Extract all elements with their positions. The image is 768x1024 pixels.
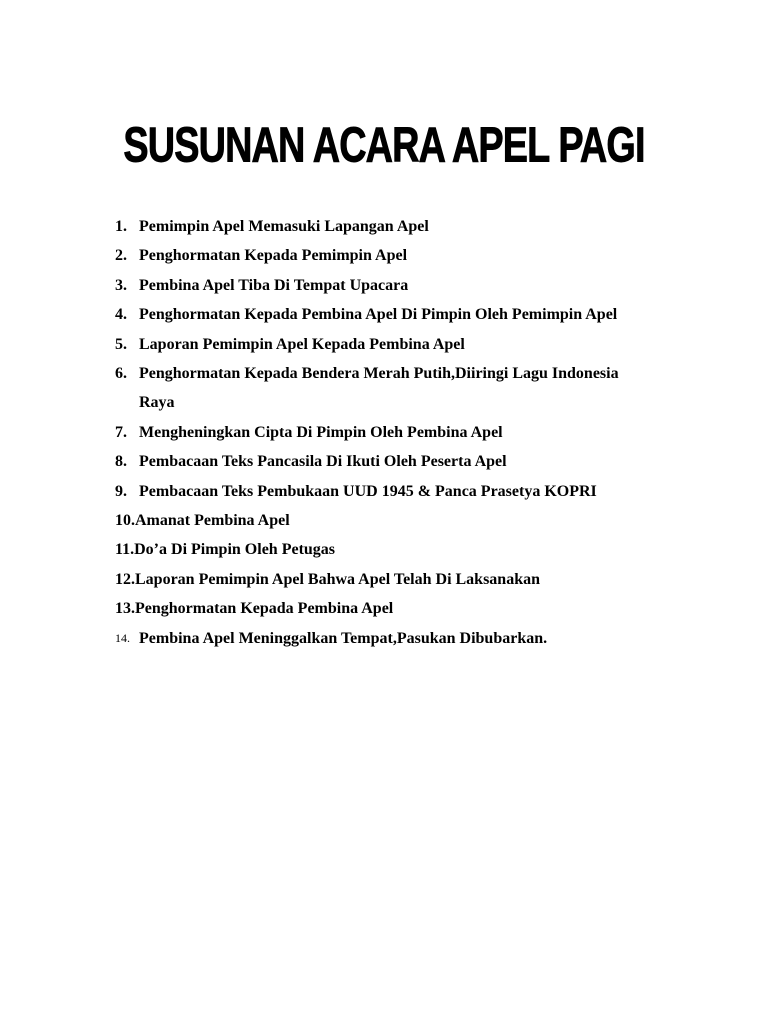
item-text: Pemimpin Apel Memasuki Lapangan Apel bbox=[139, 218, 429, 235]
agenda-item-5 bbox=[115, 330, 715, 359]
item-number: 8. bbox=[115, 453, 127, 471]
agenda-item-10 bbox=[115, 506, 715, 535]
item-text: Laporan Pemimpin Apel Kepada Pembina Apel bbox=[139, 335, 465, 353]
agenda-item-14 bbox=[115, 624, 715, 653]
agenda-item-3 bbox=[115, 271, 715, 300]
agenda-item-1 bbox=[115, 212, 715, 241]
agenda-item-13 bbox=[115, 594, 715, 623]
agenda-item-11 bbox=[115, 535, 715, 564]
item-text: Pembina Apel Tiba Di Tempat Upacara bbox=[139, 276, 409, 294]
item-text: Pembacaan Teks Pancasila Di Ikuti Oleh Peserta Apel bbox=[139, 453, 507, 471]
item-text: Penghormatan Kepada Bendera Merah Putih,Diiringi Lagu Indonesia Raya bbox=[139, 365, 619, 412]
item-text: Penghormatan Kepada Pembina Apel bbox=[135, 600, 394, 618]
item-number: 6. bbox=[115, 365, 127, 383]
agenda-item-12 bbox=[115, 565, 715, 594]
agenda-list bbox=[115, 212, 715, 653]
item-number: 4. bbox=[115, 306, 127, 324]
agenda-item-7 bbox=[115, 418, 715, 447]
item-text: Do’a Di Pimpin Oleh Petugas bbox=[134, 541, 336, 559]
item-text: Mengheningkan Cipta Di Pimpin Oleh Pembina Apel bbox=[139, 423, 503, 441]
item-text: Pembacaan Teks Pembukaan UUD 1945 & Panca Prasetya KOPRI bbox=[139, 482, 597, 500]
item-number: 12. bbox=[115, 570, 135, 588]
item-number: 10. bbox=[115, 512, 135, 530]
item-text: Penghormatan Kepada Pembina Apel Di Pimpin Oleh Pemimpin Apel bbox=[139, 306, 618, 324]
agenda-item-8 bbox=[115, 447, 715, 476]
agenda-item-6 bbox=[115, 359, 715, 418]
item-text: Penghormatan Kepada Pemimpin Apel bbox=[139, 247, 408, 265]
item-number: 9. bbox=[115, 482, 127, 500]
document-title: SUSUNAN ACARA APEL PAGI bbox=[123, 117, 645, 173]
agenda-item-4 bbox=[115, 300, 715, 329]
item-text: Laporan Pemimpin Apel Bahwa Apel Telah Di Laksanakan bbox=[135, 570, 540, 588]
item-number: 1. bbox=[115, 218, 127, 235]
agenda-item-2 bbox=[115, 241, 715, 270]
item-number: 2. bbox=[115, 247, 127, 265]
item-number: 7. bbox=[115, 423, 127, 441]
item-text: Pembina Apel Meninggalkan Tempat,Pasukan Dibubarkan. bbox=[139, 629, 548, 647]
item-number: 3. bbox=[115, 276, 127, 294]
item-number: 5. bbox=[115, 335, 127, 353]
item-number: 11. bbox=[115, 541, 135, 559]
agenda-item-9 bbox=[115, 477, 715, 506]
item-text: Amanat Pembina Apel bbox=[135, 512, 290, 530]
item-number: 14. bbox=[115, 630, 130, 645]
item-number: 13. bbox=[115, 600, 135, 618]
